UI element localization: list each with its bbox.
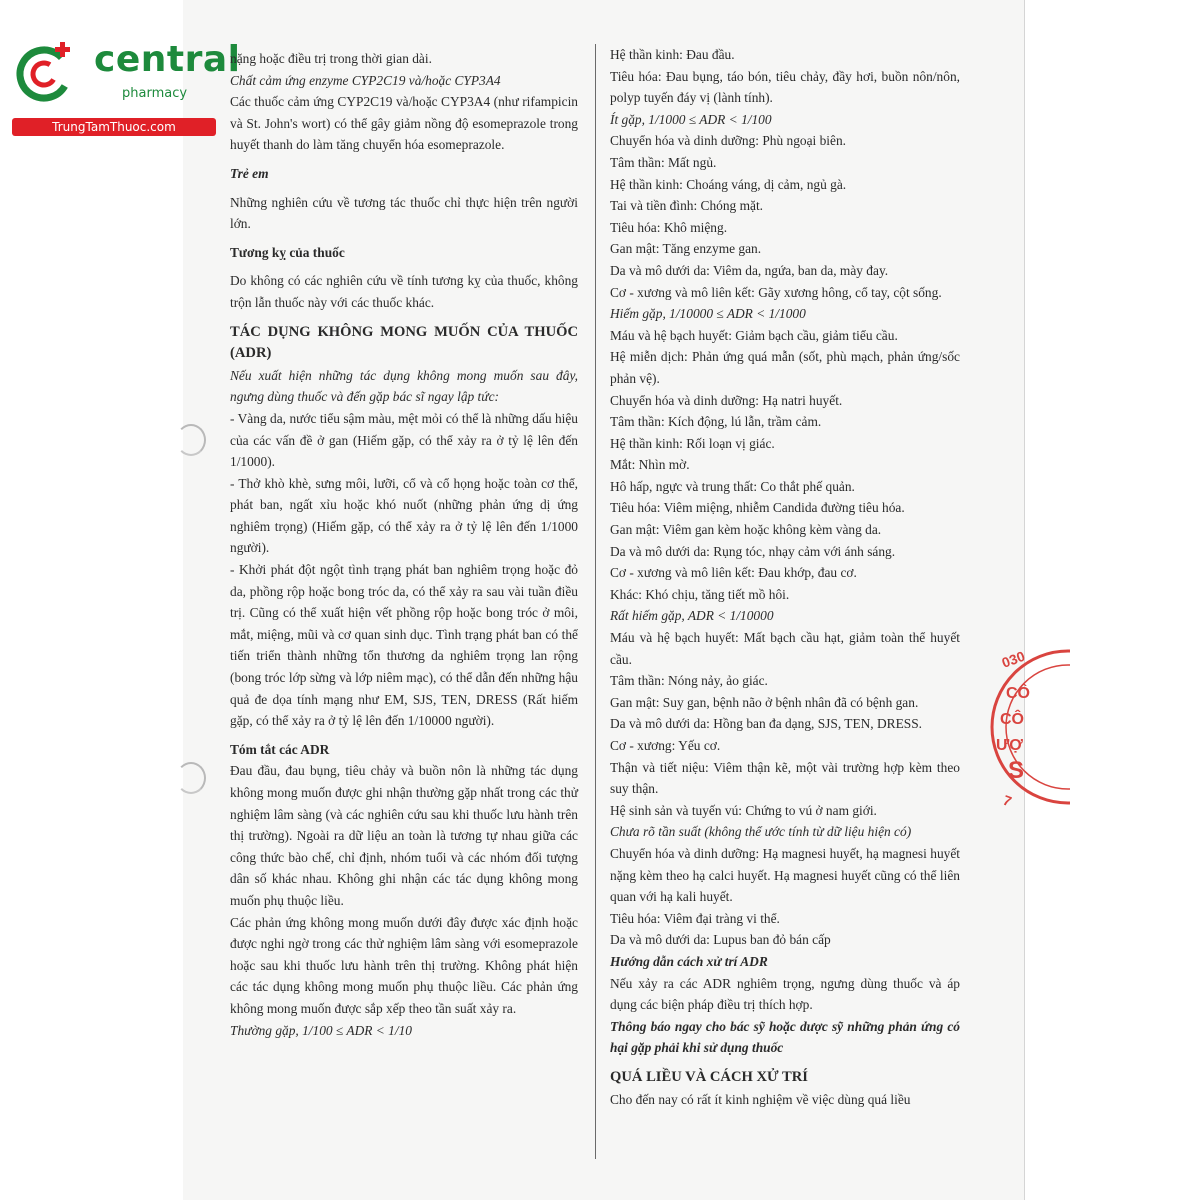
paragraph: Nếu xảy ra các ADR nghiêm trọng, ngưng dùng thuốc và áp dụng các biện pháp điều trị thích hợp. [610, 975, 960, 1013]
paragraph: nặng hoặc điều trị trong thời gian dài. [230, 51, 432, 66]
paragraph: Tâm thần: Mất ngủ. [610, 154, 717, 170]
paragraph: Cho đến nay có rất ít kinh nghiệm về việc dùng quá liều [610, 1091, 911, 1107]
right-column [610, 44, 960, 1110]
paragraph: Cơ - xương và mô liên kết: Gãy xương hông, cổ tay, cột sống. [610, 284, 942, 300]
brand-name: central [94, 39, 241, 80]
punch-hole [176, 424, 206, 456]
paragraph: Chuyển hóa và dinh dưỡng: Hạ magnesi huyết, hạ magnesi huyết nặng kèm theo hạ calci huyết. Hạ magnesi huyết cũng có thể liên quan với hạ kali huyết. [610, 845, 960, 905]
paragraph: Tâm thần: Kích động, lú lẫn, trầm cảm. [610, 414, 822, 430]
paragraph: Rất hiếm gặp, ADR < 1/10000 [610, 608, 774, 624]
paragraph: Da và mô dưới da: Lupus ban đỏ bán cấp [610, 932, 831, 948]
paragraph: Các thuốc cảm ứng CYP2C19 và/hoặc CYP3A4 (như rifampicin và St. John's wort) có thể gây giảm nồng độ esomeprazole trong huyết thanh do làm tăng chuyển hóa esomeprazole. [230, 94, 578, 153]
paragraph: Thận và tiết niệu: Viêm thận kẽ, một vài trường hợp kèm theo suy thận. [610, 759, 960, 797]
paragraph: Các phản ứng không mong muốn dưới đây được xác định hoặc được nghi ngờ trong các thử nghiệm lâm sàng với esomeprazole hoặc sau khi thuốc lưu hành trên thị trường. Không phát hiện các tác dụng không mong muốn phụ thuộc liều. Các phản ứng không mong muốn được sắp xếp theo tần suất xảy ra. [230, 914, 578, 1016]
svg-text:7: 7 [1000, 791, 1014, 810]
brand-subtitle: pharmacy [122, 86, 188, 101]
subsection-heading: Trẻ em [230, 165, 269, 181]
paragraph: Tiêu hóa: Viêm miệng, nhiễm Candida đường tiêu hóa. [610, 500, 905, 516]
svg-text:CÔ: CÔ [1006, 685, 1030, 702]
paragraph: Hệ thần kinh: Choáng váng, dị cảm, ngủ gà. [610, 176, 847, 192]
svg-text:030: 030 [999, 647, 1027, 671]
punch-hole [176, 762, 206, 794]
paragraph: Thường gặp, 1/100 ≤ ADR < 1/10 [230, 1022, 412, 1038]
subsection-heading: Hướng dẫn cách xử trí ADR [610, 953, 768, 969]
paragraph: Máu và hệ bạch huyết: Mất bạch cầu hạt, giảm toàn thể huyết cầu. [610, 630, 960, 667]
paragraph: Hệ thần kinh: Rối loạn vị giác. [610, 435, 775, 451]
paragraph: Da và mô dưới da: Viêm da, ngứa, ban da, mày đay. [610, 262, 889, 278]
website-badge[interactable]: TrungTamThuoc.com [12, 118, 216, 136]
paragraph: - Thở khò khè, sưng môi, lưỡi, cổ và cổ họng hoặc toàn cơ thể, phát ban, ngất xỉu hoặc khó nuốt (những phản ứng dị ứng nghiêm trọng) (Hiếm gặp, có thể xảy ra ở tỷ lệ lên đến 1/1000 người). [230, 475, 578, 556]
section-heading: TÁC DỤNG KHÔNG MONG MUỐN CỦA THUỐC (ADR) [230, 323, 578, 362]
paragraph: Tiêu hóa: Đau bụng, táo bón, tiêu chảy, đầy hơi, buồn nôn/nôn, polyp tuyến đáy vị (lành tính). [610, 68, 960, 106]
paragraph: - Vàng da, nước tiểu sậm màu, mệt mỏi có thể là những dấu hiệu của các vấn đề ở gan (Hiếm gặp, có thể xảy ra ở tỷ lệ lên đến 1/1000). [230, 410, 578, 470]
paragraph: Đau đầu, đau bụng, tiêu chảy và buồn nôn là những tác dụng không mong muốn được ghi nhận thường gặp nhất trong các thử nghiệm lâm sàng (và các nghiên cứu sau khi thuốc lưu hành trên thị trường). Ngoài ra dữ liệu an toàn là tương tự nhau giữa các công thức bào chế, chỉ định, nhóm tuổi và các nhóm đối tượng dân số khác nhau. Không ghi nhận các tác dụng không mong muốn phụ thuộc liều. [230, 763, 578, 908]
paragraph: Hô hấp, ngực và trung thất: Co thắt phế quản. [610, 478, 855, 494]
paragraph: Hiếm gặp, 1/10000 ≤ ADR < 1/1000 [610, 306, 806, 322]
paragraph: Gan mật: Suy gan, bệnh não ở bệnh nhân đã có bệnh gan. [610, 694, 919, 710]
paragraph: Tiêu hóa: Viêm đại tràng vi thể. [610, 910, 780, 926]
paragraph: Chuyển hóa và dinh dưỡng: Hạ natri huyết. [610, 392, 843, 408]
paragraph: Cơ - xương: Yếu cơ. [610, 738, 721, 753]
paragraph: Gan mật: Tăng enzyme gan. [610, 241, 762, 257]
section-heading: QUÁ LIỀU VÀ CÁCH XỬ TRÍ [610, 1068, 808, 1085]
svg-text:S: S [1008, 757, 1025, 784]
paragraph: Tai và tiền đình: Chóng mặt. [610, 198, 764, 214]
paragraph: Mắt: Nhìn mờ. [610, 457, 690, 473]
paragraph: Hệ sinh sản và tuyến vú: Chứng to vú ở nam giới. [610, 802, 877, 818]
paragraph: Chuyển hóa và dinh dưỡng: Phù ngoại biên. [610, 133, 847, 149]
paragraph: Da và mô dưới da: Rụng tóc, nhạy cảm với ánh sáng. [610, 543, 896, 559]
subsection-heading: Tóm tắt các ADR [230, 741, 330, 757]
paragraph: Tâm thần: Nóng nảy, ảo giác. [610, 673, 768, 689]
paragraph: Da và mô dưới da: Hồng ban đa dạng, SJS, TEN, DRESS. [610, 716, 923, 732]
central-pharmacy-logo[interactable] [8, 36, 241, 136]
paragraph: Khác: Khó chịu, tăng tiết mồ hôi. [610, 586, 790, 602]
paragraph: Nếu xuất hiện những tác dụng không mong muốn sau đây, ngưng dùng thuốc và đến gặp bác sĩ ngay lập tức: [230, 367, 578, 405]
svg-text:CÔ: CÔ [1000, 711, 1024, 728]
paragraph: Chưa rõ tần suất (không thể ước tính từ dữ liệu hiện có) [610, 824, 912, 840]
paragraph: Hệ thần kinh: Đau đầu. [610, 47, 735, 62]
paragraph: Chất cảm ứng enzyme CYP2C19 và/hoặc CYP3A4 [230, 72, 501, 88]
subsection-heading: Thông báo ngay cho bác sỹ hoặc dược sỹ những phản ứng có hại gặp phải khi sử dụng thuốc [610, 1018, 960, 1056]
paragraph: Hệ miễn dịch: Phản ứng quá mẫn (sốt, phù mạch, phản ứng/sốc phản vệ). [610, 349, 960, 386]
paragraph: Tiêu hóa: Khô miệng. [610, 219, 728, 235]
subsection-heading: Tương kỵ của thuốc [230, 244, 345, 260]
paragraph: Máu và hệ bạch huyết: Giảm bạch cầu, giảm tiểu cầu. [610, 327, 898, 343]
left-column [230, 48, 578, 1041]
pharmacy-logo-icon [14, 40, 78, 104]
paragraph: Gan mật: Viêm gan kèm hoặc không kèm vàng da. [610, 522, 882, 538]
red-stamp-seal [990, 632, 1070, 822]
paragraph: Những nghiên cứu về tương tác thuốc chỉ thực hiện trên người lớn. [230, 194, 578, 232]
svg-text:ƯỢ: ƯỢ [996, 737, 1023, 754]
paragraph: Ít gặp, 1/1000 ≤ ADR < 1/100 [610, 111, 772, 127]
paragraph: Do không có các nghiên cứu về tính tương kỵ của thuốc, không trộn lẫn thuốc này với các thuốc khác. [230, 273, 578, 310]
paragraph: - Khởi phát đột ngột tình trạng phát ban nghiêm trọng hoặc đỏ da, phồng rộp hoặc bong tróc da, có thể xảy ra sau vài tuần điều trị. Cũng có thể xuất hiện vết phồng rộp hoặc bong tróc ở môi, mắt, miệng, mũi và cơ quan sinh dục. Tình trạng phát ban có thể tiến triển thành những tổn thương da nghiêm trọng lan rộng (bong tróc lớp sừng và lớp niêm mạc), có thể dẫn đến những hậu quả đe dọa tính mạng như EM, SJS, TEN, DRESS (Rất hiếm gặp, có thể xảy ra ở tỷ lệ lên đến 1/10000 người). [230, 562, 578, 729]
column-divider [595, 44, 596, 1159]
paragraph: Cơ - xương và mô liên kết: Đau khớp, đau cơ. [610, 565, 857, 581]
